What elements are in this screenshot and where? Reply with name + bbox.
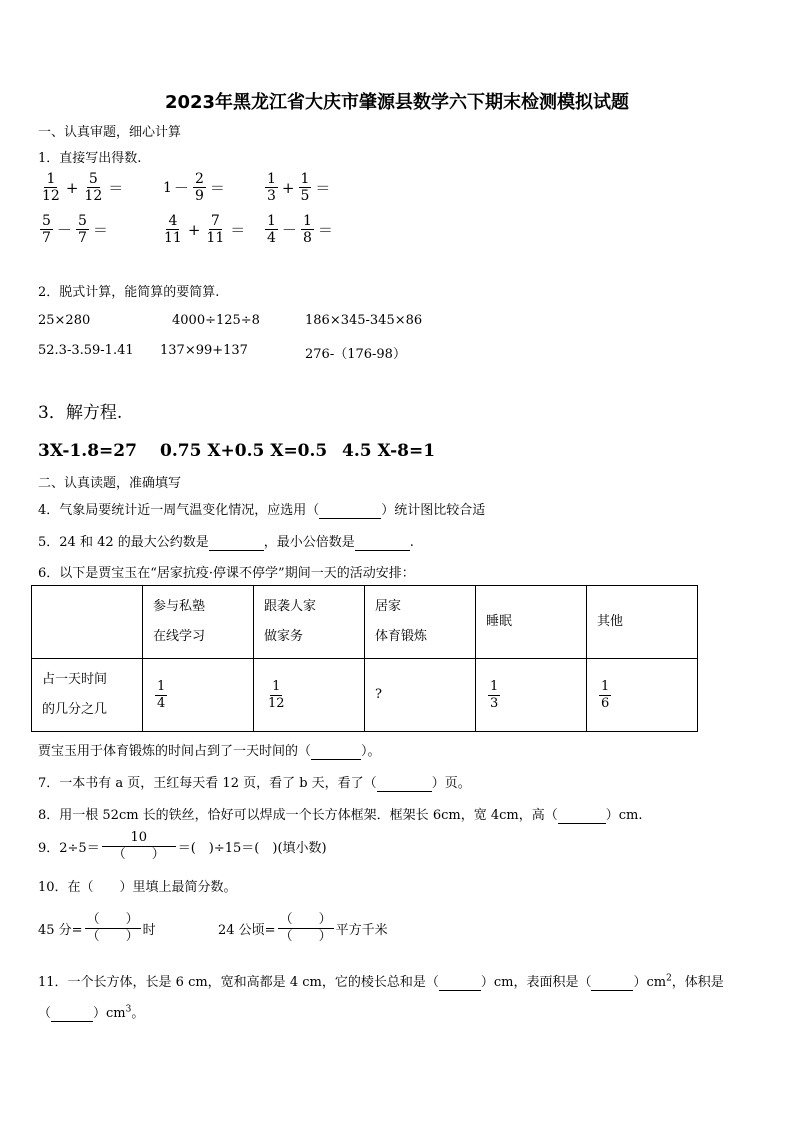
q1-item-2: 1 － $\frac{2}{9}$ ＝ bbox=[163, 171, 225, 204]
q2-item-3: 186×345-345×86 bbox=[305, 313, 423, 328]
q10-denominator-blank[interactable]: （ ） bbox=[86, 929, 139, 944]
q11-line-2: （ ）$cm^3$。 bbox=[38, 1004, 145, 1021]
q1-item-3: $\frac{1}{3}$ + $\frac{1}{5}$ ＝ bbox=[267, 171, 331, 204]
page-title: 2023年黑龙江省大庆市肇源县数学六下期末检测模拟试题 bbox=[164, 92, 630, 113]
q2-item-6: 276-（176-98） bbox=[305, 347, 406, 362]
table-header-cell: 居家 体育锻炼 bbox=[365, 586, 476, 659]
q10-item-2: 24 公顷= $\frac{( )}{( )}$ 平方千米 bbox=[218, 912, 388, 944]
q10-item-1: 45 分= $\frac{( )}{( )}$ 时 bbox=[38, 912, 156, 944]
q2-item-1: 25×280 bbox=[38, 313, 91, 328]
q3-equation-1: 3X-1.8=27 bbox=[38, 441, 137, 461]
q3-label: 3．解方程. bbox=[38, 403, 123, 423]
q2-label: 2．脱式计算，能简算的要简算. bbox=[38, 285, 220, 300]
activity-table bbox=[31, 585, 698, 732]
table-header-cell: 其他 bbox=[587, 586, 698, 659]
section-1-heading: 一、认真审题，细心计算 bbox=[38, 125, 182, 140]
table-corner-cell bbox=[32, 586, 143, 659]
q8-answer-blank[interactable] bbox=[558, 808, 606, 824]
q6-question: 贾宝玉用于体育锻炼的时间占到了一天时间的（ ）。 bbox=[38, 744, 381, 759]
q9: 9．2÷5＝ $\frac{10}{( )}$ ＝( )÷15＝( )(填小数) bbox=[38, 830, 327, 862]
q2-item-2: 4000÷125÷8 bbox=[172, 313, 260, 328]
q10-label: 10．在（ ）里填上最简分数。 bbox=[38, 880, 237, 895]
q11-line-1: 11．一个长方体，长是 6 cm，宽和高都是 4 cm，它的棱长总和是（ ）cm，表面积是（ ）$cm^2$，体积是 bbox=[38, 973, 724, 990]
table-cell: ? bbox=[365, 659, 476, 732]
q10-denominator-blank[interactable]: （ ） bbox=[279, 929, 332, 944]
q6-label: 6．以下是贾宝玉在“居家抗疫·停课不停学”期间一天的活动安排： bbox=[38, 566, 415, 581]
q2-item-4: 52.3-3.59-1.41 bbox=[38, 343, 134, 358]
q1-item-1: $\frac{1}{12}$ + $\frac{5}{12}$ ＝ bbox=[42, 171, 124, 204]
q1-item-4: $\frac{5}{7}$ － $\frac{5}{7}$ ＝ bbox=[42, 213, 108, 246]
q1-label: 1．直接写出得数. bbox=[38, 151, 142, 166]
q11-area-blank[interactable] bbox=[591, 975, 633, 991]
table-header-cell: 参与私塾 在线学习 bbox=[143, 586, 254, 659]
q4-answer-blank[interactable] bbox=[319, 503, 381, 519]
q11-volume-blank[interactable] bbox=[51, 1006, 93, 1022]
table-cell: $\frac{1}{3}$ bbox=[476, 659, 587, 732]
q1-item-5: $\frac{4}{11}$ + $\frac{7}{11}$ ＝ bbox=[164, 213, 246, 246]
q4: 4．气象局要统计近一周气温变化情况，应选用（ ）统计图比较合适 bbox=[38, 503, 486, 518]
q7-answer-blank[interactable] bbox=[377, 776, 432, 792]
table-header-cell: 睡眠 bbox=[476, 586, 587, 659]
q3-equation-3: 4.5 X-8=1 bbox=[342, 441, 436, 461]
section-2-heading: 二、认真读题，准确填写 bbox=[38, 476, 182, 491]
table-header-cell: 跟袭人家 做家务 bbox=[254, 586, 365, 659]
q5: 5．24 和 42 的最大公约数是 ，最小公倍数是 . bbox=[38, 535, 414, 550]
q7: 7．一本书有 a 页，王红每天看 12 页，看了 b 天，看了（ ）页。 bbox=[38, 776, 471, 791]
q6-answer-blank[interactable] bbox=[311, 744, 361, 760]
q9-fraction: $\frac{10}{( )}$ bbox=[102, 830, 176, 863]
q5-lcm-blank[interactable] bbox=[355, 535, 410, 551]
q10-numerator-blank[interactable]: （ ） bbox=[86, 912, 139, 927]
table-cell: $\frac{1}{12}$ bbox=[254, 659, 365, 732]
q8: 8．用一根 52cm 长的铁丝，恰好可以焊成一个长方体框架．框架长 6cm，宽 4cm，高（ ）cm. bbox=[38, 808, 643, 823]
q10-numerator-blank[interactable]: （ ） bbox=[279, 912, 332, 927]
q1-item-6: $\frac{1}{4}$ － $\frac{1}{8}$ ＝ bbox=[267, 213, 333, 246]
q2-item-5: 137×99+137 bbox=[160, 343, 248, 358]
q5-gcd-blank[interactable] bbox=[209, 535, 264, 551]
q11-edge-blank[interactable] bbox=[439, 975, 481, 991]
table-row-label: 占一天时间 的几分之几 bbox=[32, 659, 143, 732]
table-cell: $\frac{1}{6}$ bbox=[587, 659, 698, 732]
q3-equation-2: 0.75 X+0.5 X=0.5 bbox=[160, 441, 328, 461]
table-cell: $\frac{1}{4}$ bbox=[143, 659, 254, 732]
